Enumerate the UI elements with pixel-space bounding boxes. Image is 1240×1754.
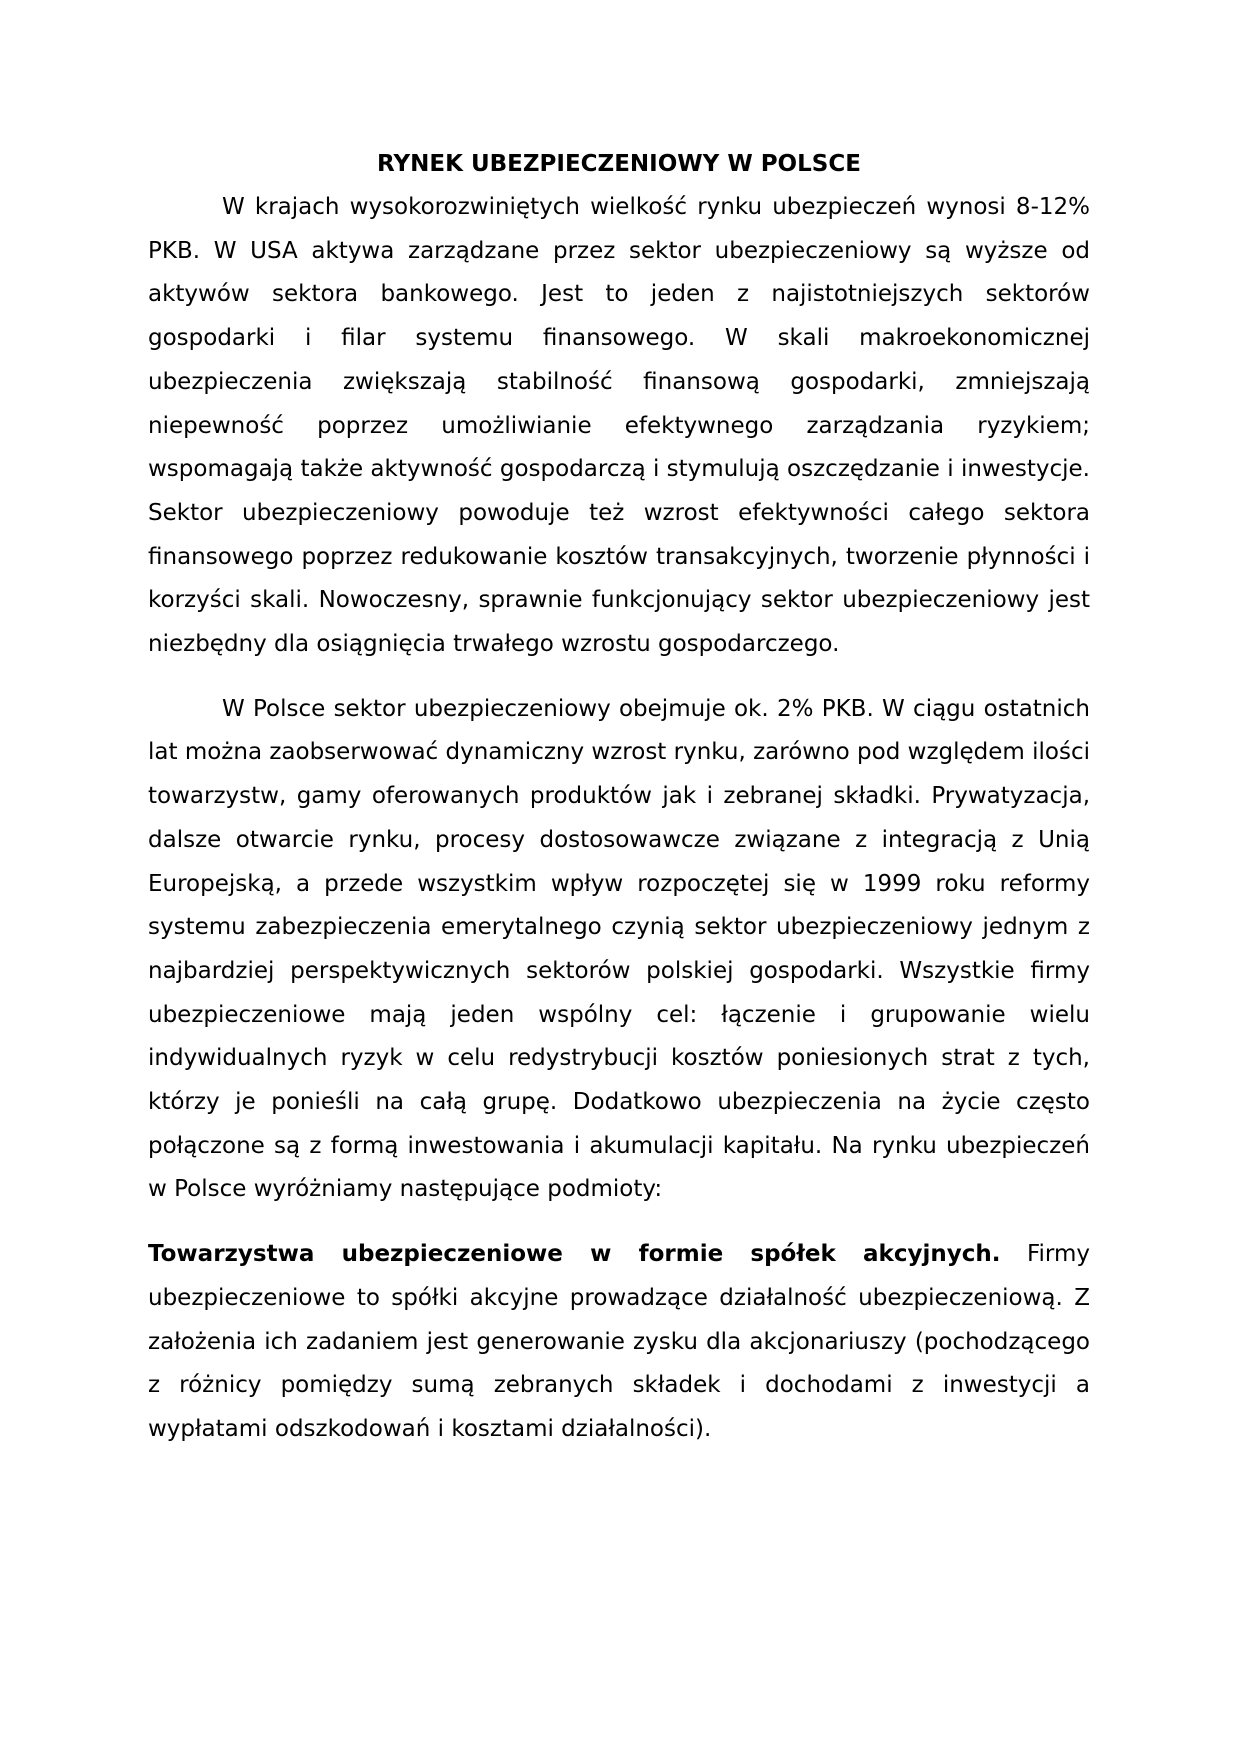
paragraph-spacer	[148, 1212, 1090, 1233]
paragraph-joint-stock-companies	[148, 1233, 1090, 1452]
document-body	[148, 142, 1090, 1452]
document-title: RYNEK UBEZPIECZENIOWY W POLSCE	[377, 151, 861, 177]
paragraph-spacer	[148, 667, 1090, 688]
paragraph-heading-bold: Towarzystwa ubezpieczeniowe w formie spółek akcyjnych.	[148, 1241, 1001, 1268]
paragraph-body-text: Firmy ubezpieczeniowe to spółki akcyjne prowadzące działalność ubezpieczeniową. Z założenia ich zadaniem jest generowanie zysku dla akcjonariuszy (pochodzącego z różnicy pomiędzy sumą zebranych składek i dochodami z inwestycji a wypłatami odszkodowań i kosztami działalności).	[148, 1241, 1090, 1442]
paragraph-intro: W krajach wysokorozwiniętych wielkość rynku ubezpieczeń wynosi 8-12% PKB. W USA aktywa zarządzane przez sektor ubezpieczeniowy są wyższe od aktywów sektora bankowego. Jest to jeden z najistotniejszych sektorów gospodarki i filar systemu finansowego. W skali makroekonomicznej ubezpieczenia zwiększają stabilność finansową gospodarki, zmniejszają niepewność poprzez umożliwianie efektywnego zarządzania ryzykiem; wspomagają także aktywność gospodarczą i stymulują oszczędzanie i inwestycje. Sektor ubezpieczeniowy powoduje też wzrost efektywności całego sektora finansowego poprzez redukowanie kosztów transakcyjnych, tworzenie płynności i korzyści skali. Nowoczesny, sprawnie funkcjonujący sektor ubezpieczeniowy jest niezbędny dla osiągnięcia trwałego wzrostu gospodarczego.	[148, 194, 1090, 658]
paragraph-poland-market: W Polsce sektor ubezpieczeniowy obejmuje ok. 2% PKB. W ciągu ostatnich lat można zaobserwować dynamiczny wzrost rynku, zarówno pod względem ilości towarzystw, gamy oferowanych produktów jak i zebranej składki. Prywatyzacja, dalsze otwarcie rynku, procesy dostosowawcze związane z integracją z Unią Europejską, a przede wszystkim wpływ rozpoczętej się w 1999 roku reformy systemu zabezpieczenia emerytalnego czynią sektor ubezpieczeniowy jednym z najbardziej perspektywicznych sektorów polskiej gospodarki. Wszystkie firmy ubezpieczeniowe mają jeden wspólny cel: łączenie i grupowanie wielu indywidualnych ryzyk w celu redystrybucji kosztów poniesionych strat z tych, którzy je ponieśli na całą grupę. Dodatkowo ubezpieczenia na życie często połączone są z formą inwestowania i akumulacji kapitału. Na rynku ubezpieczeń w Polsce wyróżniamy następujące podmioty:	[148, 695, 1090, 1203]
